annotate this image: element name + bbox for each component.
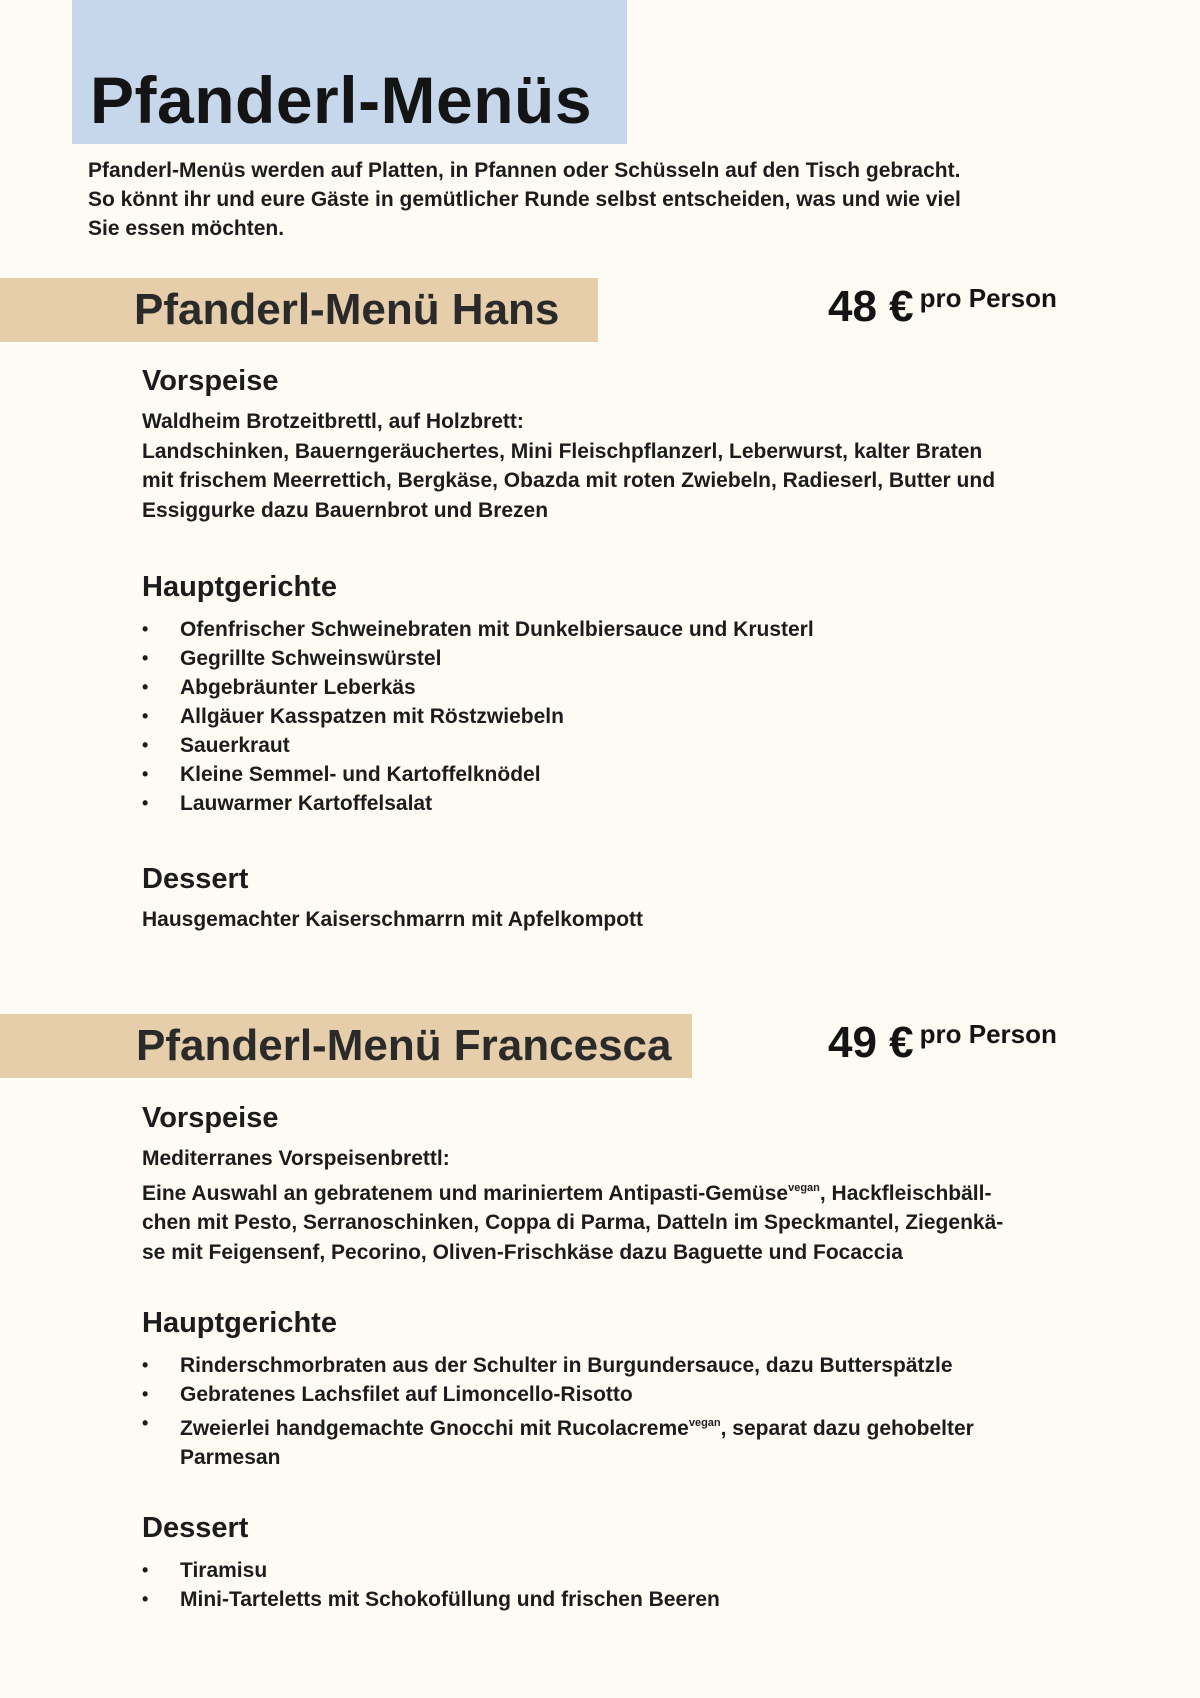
list-item: • Tiramisu	[142, 1556, 1082, 1585]
list-item: • Sauerkraut	[142, 731, 1082, 760]
text-line: Hausgemachter Kaiserschmarrn mit Apfelkompott	[142, 908, 644, 931]
text-fragment: , separat dazu gehobelter	[720, 1417, 974, 1440]
vegan-mark: vegan	[788, 1181, 820, 1194]
list-item	[142, 1409, 1082, 1472]
section-body	[142, 1144, 1082, 1267]
list-item: • Mini-Tarteletts mit Schokofüllung und frischen Beeren	[142, 1585, 1082, 1614]
list-item: • Ofenfrischer Schweinebraten mit Dunkelbiersauce und Krusterl	[142, 615, 1082, 644]
list-item: • Rinderschmorbraten aus der Schulter in Burgundersauce, dazu Butterspätzle	[142, 1351, 1082, 1380]
list-item: • Allgäuer Kasspatzen mit Röstzwiebeln	[142, 702, 1082, 731]
dish-list	[142, 615, 1082, 818]
text-fragment: Zweierlei handgemachte Gnocchi mit Rucolacreme	[180, 1417, 689, 1440]
list-item: • Gegrillte Schweinswürstel	[142, 644, 1082, 673]
text-line: se mit Feigensenf, Pecorino, Oliven-Frischkäse dazu Baguette und Focaccia	[142, 1240, 903, 1264]
price-unit: pro Person	[919, 1019, 1057, 1049]
section-body	[142, 905, 1082, 935]
vegan-mark: vegan	[688, 1417, 721, 1429]
section-heading: Dessert	[142, 863, 249, 895]
intro-line: Sie essen möchten.	[88, 217, 285, 240]
text-line: Waldheim Brotzeitbrettl, auf Holzbrett:	[142, 410, 524, 433]
dish-list	[142, 1351, 1082, 1472]
intro-line: So könnt ihr und eure Gäste in gemütlicher Runde selbst entscheiden, was und wie viel	[88, 188, 961, 211]
list-item: • Kleine Semmel- und Kartoffelknödel	[142, 760, 1082, 789]
menu-hans-starter	[142, 361, 1082, 525]
section-heading: Hauptgerichte	[142, 571, 337, 603]
text-line: Essiggurke dazu Bauernbrot und Brezen	[142, 498, 549, 522]
price-unit: pro Person	[919, 283, 1057, 313]
menu-francesca-starter	[142, 1098, 1082, 1267]
text-line: chen mit Pesto, Serranoschinken, Coppa di Parma, Datteln im Speckmantel, Ziegenkä-	[142, 1211, 1004, 1234]
list-item: • Abgebräunter Leberkäs	[142, 673, 1082, 702]
menu-hans-dessert	[142, 859, 1082, 935]
section-heading: Vorspeise	[142, 1102, 279, 1134]
list-item: • Gebratenes Lachsfilet auf Limoncello-Risotto	[142, 1380, 1082, 1409]
section-heading: Dessert	[142, 1512, 249, 1544]
page-title: Pfanderl-Menüs	[90, 63, 593, 137]
menu-francesca-mains	[142, 1303, 1082, 1472]
dessert-list	[142, 1556, 1082, 1614]
text-fragment: Parmesan	[180, 1446, 281, 1469]
text-line: Landschinken, Bauerngeräuchertes, Mini Fleischpflanzerl, Leberwurst, kalter Braten	[142, 439, 983, 463]
text-line: mit frischem Meerrettich, Bergkäse, Obazda mit roten Zwiebeln, Radieserl, Butter und	[142, 469, 996, 492]
price-amount: 49 €	[828, 1018, 914, 1067]
intro-text	[88, 156, 1048, 243]
section-body	[142, 407, 1082, 525]
menu-francesca-dessert	[142, 1508, 1082, 1614]
section-heading: Hauptgerichte	[142, 1307, 337, 1339]
menu-hans-title: Pfanderl-Menü Hans	[134, 285, 560, 334]
price-amount: 48 €	[828, 282, 914, 331]
text-line	[142, 1174, 1082, 1209]
intro-line: Pfanderl-Menüs werden auf Platten, in Pfannen oder Schüsseln auf den Tisch gebracht.	[88, 159, 961, 182]
text-fragment: , Hackfleischbäll-	[819, 1181, 992, 1205]
section-heading: Vorspeise	[142, 365, 279, 397]
menu-hans-mains	[142, 567, 1082, 818]
text-line: Mediterranes Vorspeisenbrettl:	[142, 1147, 450, 1170]
list-item: • Lauwarmer Kartoffelsalat	[142, 789, 1082, 818]
menu-francesca-price	[828, 1018, 1057, 1068]
menu-hans-price	[828, 282, 1057, 332]
text-fragment: Eine Auswahl an gebratenem und mariniertem Antipasti-Gemüse	[142, 1181, 789, 1205]
menu-francesca-title: Pfanderl-Menü Francesca	[136, 1021, 672, 1070]
